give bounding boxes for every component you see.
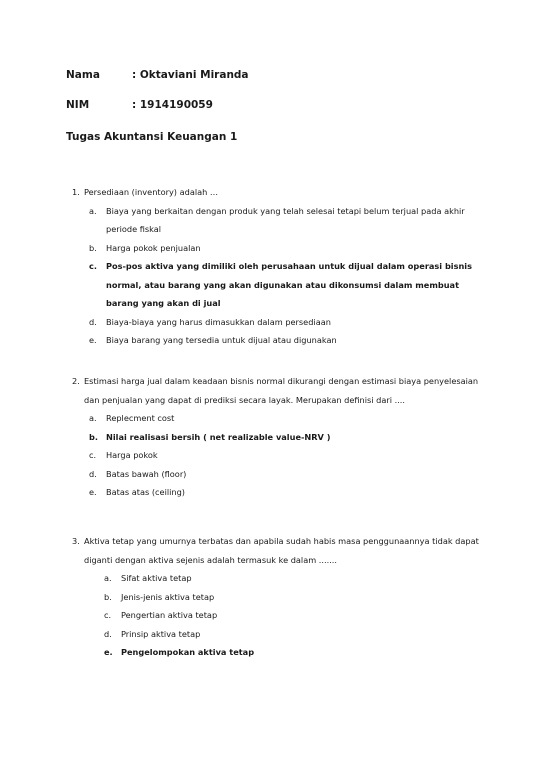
option-letter: d. <box>89 468 97 479</box>
option-b <box>89 239 494 258</box>
option-letter: c. <box>104 610 112 620</box>
option-text: Pengertian aktiva tetap <box>121 610 218 620</box>
option-list <box>89 409 494 502</box>
option-letter: b. <box>104 591 112 602</box>
option-text: Replecment cost <box>106 413 175 423</box>
option-text: Batas atas (ceiling) <box>106 487 185 497</box>
nim-line <box>66 99 213 111</box>
option-text: Biaya yang berkaitan dengan produk yang telah selesai tetapi belum terjual pada akhir periode fiskal <box>106 205 465 234</box>
option-list <box>89 202 494 350</box>
option-e-selected <box>104 643 494 662</box>
question-number: 1. <box>72 187 80 197</box>
name-line <box>66 69 249 81</box>
option-letter: e. <box>104 647 113 657</box>
option-d <box>89 465 494 484</box>
option-text: Pos-pos aktiva yang dimiliki oleh perusahaan untuk dijual dalam operasi bisnis normal, atau barang yang akan digunakan atau dikonsumsi dalam membuat barang yang akan di jual <box>106 261 472 308</box>
option-letter: c. <box>89 450 97 460</box>
option-text: Biaya-biaya yang harus dimasukkan dalam persediaan <box>106 316 331 327</box>
option-text: Batas bawah (floor) <box>106 468 187 479</box>
option-letter: d. <box>89 316 97 327</box>
option-letter: d. <box>104 628 112 639</box>
question-text: Estimasi harga jual dalam keadaan bisnis normal dikurangi dengan estimasi biaya penyelesaian dan penjualan yang dapat di prediksi secara layak. Merupakan definisi dari .... <box>84 376 479 405</box>
option-text: Sifat aktiva tetap <box>121 573 192 583</box>
option-text: Harga pokok penjualan <box>106 242 201 253</box>
nim-value: : 1914190059 <box>132 99 213 111</box>
option-c <box>89 446 494 465</box>
assignment-title: Tugas Akuntansi Keuangan 1 <box>66 131 238 143</box>
option-b <box>104 588 494 607</box>
question-text: Aktiva tetap yang umurnya terbatas dan apabila sudah habis masa penggunaannya tidak dapat diganti dengan aktiva sejenis adalah termasuk ke dalam ....... <box>84 536 479 565</box>
question-1 <box>72 183 494 350</box>
option-letter: e. <box>89 335 97 345</box>
option-e <box>89 331 494 350</box>
option-c-selected <box>89 257 494 313</box>
option-letter: b. <box>89 242 97 253</box>
option-text: Nilai realisasi bersih ( net realizable value-NRV ) <box>106 431 331 442</box>
name-label: Nama <box>66 69 100 81</box>
option-text: Biaya barang yang tersedia untuk dijual atau digunakan <box>106 335 337 345</box>
option-text: Harga pokok <box>106 450 158 460</box>
option-a <box>89 409 494 428</box>
option-letter: e. <box>89 487 97 497</box>
question-number: 2. <box>72 376 80 386</box>
option-c <box>104 606 494 625</box>
question-number: 3. <box>72 536 80 546</box>
option-letter: a. <box>104 573 112 583</box>
name-value: : Oktaviani Miranda <box>132 69 249 81</box>
question-text: Persediaan (inventory) adalah … <box>84 187 219 197</box>
nim-label: NIM <box>66 99 90 111</box>
option-a <box>89 202 494 239</box>
option-letter: c. <box>89 261 97 271</box>
option-b-selected <box>89 428 494 447</box>
option-a <box>104 569 494 588</box>
option-list <box>104 569 494 662</box>
option-text: Jenis-jenis aktiva tetap <box>121 591 215 602</box>
option-letter: b. <box>89 431 98 442</box>
option-text: Prinsip aktiva tetap <box>121 628 201 639</box>
question-2 <box>72 372 494 502</box>
option-e <box>89 483 494 502</box>
option-text: Pengelompokan aktiva tetap <box>121 647 255 657</box>
option-d <box>104 625 494 644</box>
option-d <box>89 313 494 332</box>
option-letter: a. <box>89 205 97 216</box>
option-letter: a. <box>89 413 97 423</box>
question-3 <box>72 532 494 662</box>
